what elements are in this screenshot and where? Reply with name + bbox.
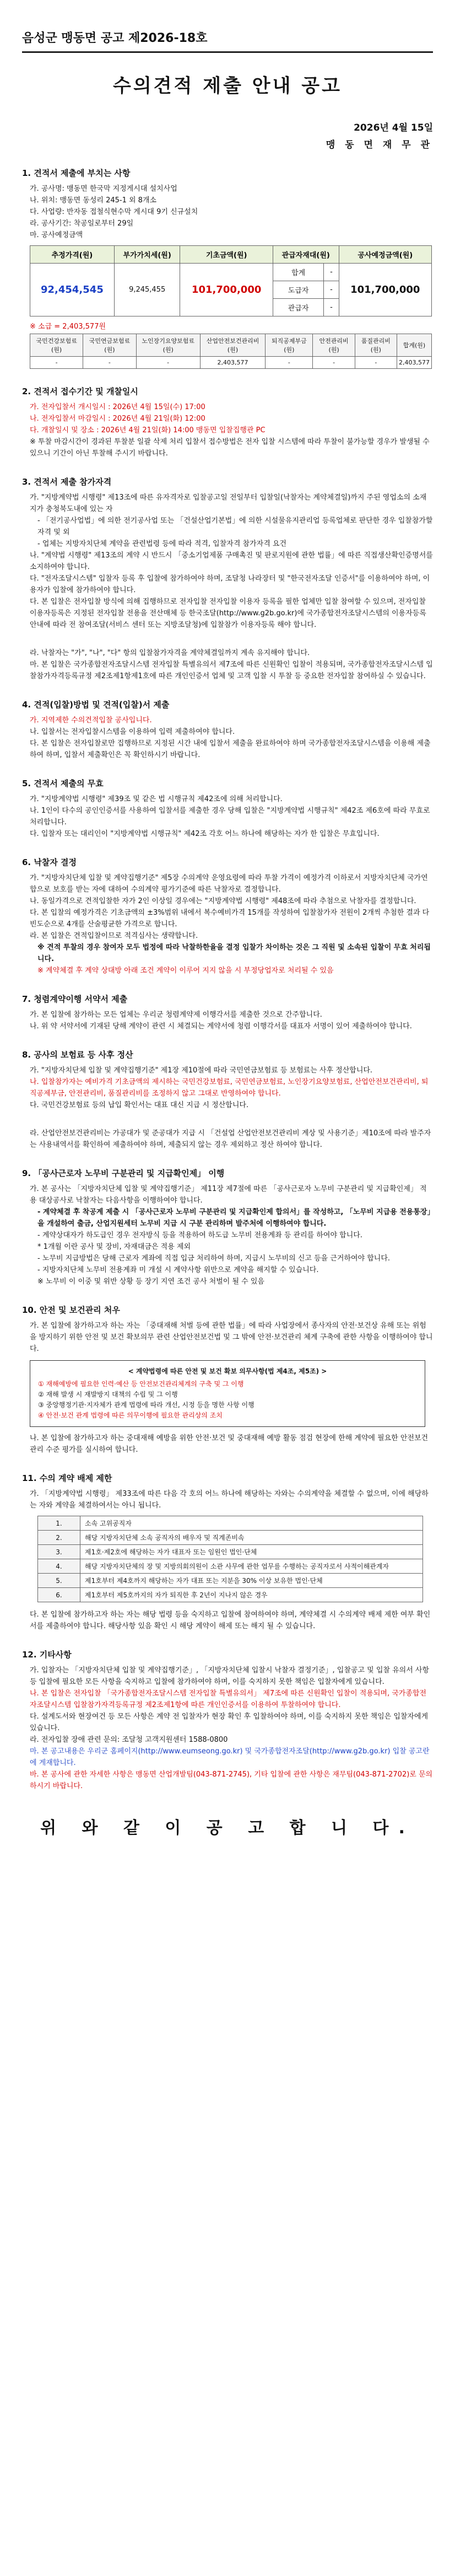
header-divider — [22, 51, 433, 53]
section-2 — [22, 385, 433, 459]
breakdown-value: - — [136, 357, 200, 369]
gov-row-value: - — [324, 264, 339, 281]
item: 가. 「지방계약법 시행령」 제33조에 따른 다음 각 호의 어느 하나에 해당하는 자와는 수의계약을 체결할 수 없으며, 이에 해당하는 자와 계약을 체결하여서는 아니 됩니다. — [30, 1490, 429, 1510]
row-text: 해당 지방자치단체의 장 및 지방의회의원이 소관 사무에 관한 업무를 수행하는 공직자로서 사적이해관계자 — [80, 1559, 423, 1574]
item: - 지방자치단체 노무비 전용계좌 미 개설 시 계약사항 위반으로 계약을 해지할 수 있습니다. — [37, 1266, 319, 1274]
price-header: 관급자재대(원) — [273, 246, 339, 264]
section-heading: 5. 견적서 제출의 무효 — [22, 779, 104, 788]
item: 가. 본 공사는 「지방자치단체 입찰 및 계약집행기준」 제11장 제7절에 따른 「공사근로자 노무비 구분관리 및 지급확인제」 적용 대상공사로 낙찰자는 다음사항을 이행하여야 합니다. — [30, 1185, 427, 1205]
section-heading: 1. 견적서 제출에 부치는 사항 — [22, 168, 131, 178]
section-heading: 11. 수의 계약 배제 제한 — [22, 1473, 112, 1483]
item: 가. 전자입찰서 개시일시 : 2026년 4월 15일(수) 17:00 — [30, 403, 205, 411]
breakdown-header: 합계(원) — [397, 334, 431, 357]
item: 라. 산업안전보건관리비는 가공대가 및 준공대가 지급 시 「건설업 산업안전보건관리비 계상 및 사용기준」제10조에 따라 발주자는 사용내역서를 확인하여 제출하여야 하며, 제출되지 않는 경우 제외하고 정산 하여야 합니다. — [30, 1129, 431, 1149]
item: 라. 전자입찰 장애 관련 문의: 조달청 고객지원센터 1588-0800 — [30, 1736, 228, 1744]
item: 마. 공사예정금액 — [30, 231, 83, 239]
item: 가. "지방계약법 시행령" 제13조에 따른 유자격자로 입찰공고일 전일부터 입찰일(낙찰자는 계약체결일)까지 주된 영업소의 소재지가 충청북도내에 있는 자 — [30, 493, 427, 513]
section-heading: 4. 견적(입찰)방법 및 견적(입찰)서 제출 — [22, 700, 170, 710]
box-item: ② 재해 발생 시 재발방지 대책의 수립 및 그 이행 — [38, 1391, 178, 1398]
section-3-continued — [22, 647, 433, 682]
box-item: ③ 중앙행정기관·지자체가 관계 법령에 따라 개선, 시정 등을 명한 사항 이행 — [38, 1401, 254, 1409]
item: 다. 본 입찰의 예정가격은 기초금액의 ±3%범위 내에서 복수예비가격 15개를 작성하여 입찰참가자 전원이 2개씩 추첨한 결과 다 빈도순으로 4개를 산술평균한 가격으로 합니다. — [30, 909, 430, 929]
row-text: 제1호·제2호에 해당하는 자가 대표자 또는 임원인 법인·단체 — [80, 1545, 423, 1559]
gov-row-label: 합계 — [273, 264, 324, 281]
item: 다. 본 입찰은 전자입찰 방식에 의해 집행하므로 전자입찰 전자입찰 이용자 등록을 필한 업체만 입찰 참여할 수 있으며, 전자입찰 이용자등록은 지정된 전자입찰 전용을 전산매체 등 한국조달(http://www.g2b.go.kr)에 국가종합전자조달시스템의 이용자등록 안내에 따라 전 참여조달(서비스 센터 또는 지방조달청)에 입찰참가 이용자등록 해야 합니다. — [30, 598, 426, 629]
section-10 — [22, 1304, 433, 1456]
planned-amount: 101,700,000 — [339, 264, 431, 316]
breakdown-value: 2,403,577 — [200, 357, 265, 369]
item: 나. "계약법 시행령" 제13조의 계약 시 반드시 「중소기업제품 구매촉진 및 판로지원에 관한 법률」에 따른 직접생산확인증명서를 소지하여야 합니다. — [30, 551, 433, 571]
item: 가. "지방자치단체 입찰 및 계약집행기준" 제5장 수의계약 운영요령에 따라 투찰 가격이 예정가격 이하로서 지방자치단체 국가연합으로 보호를 받는 자에 대하여 수의계약 평가기준에 따른 낙찰자로 결정합니다. — [30, 874, 428, 894]
item: 마. 본 입찰은 국가종합전자조달시스템 전자입찰 특별유의서 제7조에 따른 신원확인 입찰이 적용되며, 국가종합전자조달시스템 입찰참가자격등록규정 제2조제1항제1호에 따른 개인인증서 업체 및 고객 입찰 시 투찰 등 중요한 전자입찰 참여하실 수 있습니다. — [30, 661, 433, 680]
item: - 「전기공사업법」에 의한 전기공사업 또는 「건설산업기본법」에 의한 시설물유지관리업 등록업체로 판단한 경우 입찰참가할 자격 및 외 — [37, 517, 433, 536]
base-amount: 101,700,000 — [180, 264, 273, 316]
vat-amount: 9,245,455 — [114, 264, 180, 316]
gov-row-label: 관급자 — [273, 299, 324, 316]
item: 다. 입찰자 또는 대리인이 "지방계약법 시행규칙" 제42조 각호 어느 하나에 해당하는 자가 한 입찰은 무효입니다. — [30, 830, 380, 838]
price-header: 공사예정금액(원) — [339, 246, 431, 264]
section-12 — [22, 1649, 433, 1792]
section-11 — [22, 1472, 433, 1632]
section-heading: 9. 「공사근로자 노무비 구분관리 및 지급확인제」 이행 — [22, 1168, 225, 1178]
box-item: ④ 안전·보건 관계 법령에 따른 의무이행에 필요한 관리상의 조치 — [38, 1412, 223, 1419]
item: 가. 본 입찰에 참가하는 모든 업체는 우리군 청렴계약제 이행각서를 제출한 것으로 간주합니다. — [30, 1011, 322, 1019]
item: 나. 입찰서는 전자입찰시스템을 이용하여 입력 제출하여야 합니다. — [30, 728, 235, 736]
item: 다. 본 입찰은 전자입찰로만 집행하므로 지정된 시간 내에 입찰서 제출을 완료하여야 하며 국가종합전자조달시스템을 이용해 제출하여 하며, 입찰서 제출확인은 꼭 확인하시기 바랍니다. — [30, 739, 431, 759]
item: 다. 사업량: 반자동 접철식현수막 게시대 9기 신규설치 — [30, 208, 198, 216]
price-header: 기초금액(원) — [180, 246, 273, 264]
item: 나. 동일가격으로 견적입찰한 자가 2인 이상일 경우에는 "지방계약법 시행령" 제48조에 따라 추첨으로 낙찰자를 결정합니다. — [30, 897, 416, 905]
breakdown-value: - — [313, 357, 355, 369]
item: 나. 전자입찰서 마감일시 : 2026년 4월 21일(화) 12:00 — [30, 415, 205, 423]
item: 다. 설계도서와 현장여건 등 모든 사항은 계약 전 입찰자가 현장 확인 후 입찰하여야 하며, 이를 숙지하지 못한 책임은 입찰자에게 있습니다. — [30, 1713, 429, 1732]
item: 바. 본 공사에 관한 자세한 사항은 맹동면 산업개발팀(043-871-2745), 기타 입찰에 관한 사항은 재무팀(043-871-2702)로 문의하시기 바랍니다. — [30, 1770, 433, 1790]
item: 다. 국민건강보험료 등의 납입 확인서는 대표 대신 지급 시 정산합니다. — [30, 1101, 249, 1109]
row-no: 5. — [38, 1574, 80, 1588]
item: 다. 본 입찰에 참가하고자 하는 자는 해당 법령 등을 숙지하고 입찰에 참여하여야 하며, 계약체결 시 수의계약 배제 제한 여부 확인서를 제출하여야 합니다. 해당사항 있음 확인 시 해당 계약이 해제 또는 해지 될 수 있습니다. — [30, 1611, 431, 1630]
item: - 계약상대자가 하도급인 경우 전자방식 등을 적용하여 하도급 노무비 전용계좌 등 관리를 하여야 합니다. — [37, 1231, 362, 1239]
item: * 1개월 이란 공사 및 장비, 자재대금은 적용 제외 — [37, 1243, 191, 1251]
item: 가. 입찰자는 「지방자치단체 입찰 및 계약집행기준」, 「지방자치단체 입찰시 낙찰자 결정기준」, 입찰공고 및 입찰 유의서 사항 등 입찰에 필요한 모든 사항을 숙지하고 입찰에 참가하여야 하며, 이를 숙지하지 못한 책임은 입찰자에게 있습니다. — [30, 1666, 430, 1686]
section-1 — [22, 167, 433, 369]
item: ※ 계약체결 후 계약 상대방 아래 조건 계약이 이루어 지지 않을 시 부정당업자로 처리될 수 있음 — [37, 967, 334, 975]
section-9 — [22, 1167, 433, 1287]
gov-row-value: - — [324, 299, 339, 316]
restriction-table — [37, 1516, 423, 1602]
breakdown-value: 2,403,577 — [397, 357, 431, 369]
issuing-org: 맹 동 면 재 무 관 — [326, 139, 433, 151]
item: 나. 본 입찰은 전자입찰 「국가종합전자조달시스템 전자입찰 특별유의서」 제7조에 따른 신원확인 입찰이 적용되며, 국가종합전자조달시스템 입찰참가자격등록규정 제2조제1항에 따른 개인인증서를 이용하여 투찰하여야 합니다. — [30, 1689, 427, 1709]
item: - 노무비 지급방법은 당해 근로자 계좌에 직접 입금 처리하여 하며, 지급시 노무비의 신고 등을 근거하여야 합니다. — [37, 1254, 391, 1263]
item: 라. 낙찰자는 "가", "나", "다" 항의 입찰참가자격을 계약체결일까지 계속 유지해야 합니다. — [30, 649, 310, 657]
breakdown-value: - — [83, 357, 136, 369]
breakdown-header: 안전관리비(원) — [313, 334, 355, 357]
box-title: < 계약법령에 따른 안전 및 보건 확보 의무사항(법 제4조, 제5조) > — [128, 1367, 327, 1375]
section-7 — [22, 993, 433, 1032]
notice-date: 2026년 4월 15일 — [354, 122, 433, 133]
item: ※ 견적 투찰의 경우 참여자 모두 법정에 따라 낙찰하한율을 결정 입찰가 차이하는 것은 그 직원 및 소속된 입찰이 무효 처리됩니다. — [37, 943, 431, 963]
item: 나. 위 약 서약서에 기재된 당해 계약이 관련 시 체결되는 계약서에 청렴 이행각서를 대표자 서명이 있어 제출하여야 합니다. — [30, 1022, 412, 1031]
price-table — [30, 245, 432, 316]
breakdown-header: 산업안전보건관리비(원) — [200, 334, 265, 357]
closing-statement: 위 와 같 이 공 고 합 니 다. — [40, 1818, 415, 1838]
item: 나. 위치: 맹동면 동성리 245-1 외 8개소 — [30, 196, 157, 205]
section-heading: 8. 공사의 보험료 등 사후 정산 — [22, 1050, 133, 1060]
section-4 — [22, 699, 433, 761]
item: 나. 1인이 다수의 공인인증서를 사용하여 입찰서를 제출한 경우 당해 입찰은 "지방계약법 시행규칙" 제42조 제6호에 따라 무효로 처리합니다. — [30, 807, 430, 827]
estimated-price: 92,454,545 — [30, 264, 115, 316]
safety-duty-box — [30, 1360, 425, 1427]
row-no: 2. — [38, 1531, 80, 1545]
section-8 — [22, 1049, 433, 1111]
item: 나. 본 입찰에 참가하고자 하는 중대재해 예방을 위한 안전·보건 및 중대재해 예방 활동 점검 현장에 한해 계약에 필요한 안전보건관리 수준 평가를 실시하여 합니다. — [30, 1434, 429, 1454]
item: - 업체는 지방자치단체 계약을 관련법령 등에 따라 적격, 입찰자격 참가자격 요건 — [37, 540, 287, 548]
breakdown-value: - — [355, 357, 397, 369]
item: 다. 개찰일시 및 장소 : 2026년 4월 21일(화) 14:00 맹동면 입찰집행관 PC — [30, 426, 266, 434]
breakdown-header: 국민연금보험료(원) — [83, 334, 136, 357]
item: ※ 노무비 이 이중 및 위반 상황 등 장기 지연 조건 공사 처벌이 될 수 있음 — [37, 1278, 264, 1286]
page-title: 수의견적 제출 안내 공고 — [113, 75, 342, 97]
breakdown-header: 퇴직공제부금(원) — [266, 334, 313, 357]
item: 가. 본 입찰에 참가하고자 하는 자는 「중대재해 처벌 등에 관한 법률」에 따라 사업장에서 종사자의 안전·보건상 유해 또는 위험을 방지하기 위한 안전 및 보건 확보의무 관련 산업안전보건법 및 그 밖에 안전·보건관리 체계 구축에 관한 사항을 이행하여야 합니다. — [30, 1322, 433, 1353]
section-8-continued — [22, 1128, 433, 1151]
section-heading: 2. 견적서 접수기간 및 개찰일시 — [22, 387, 138, 396]
item: 마. 본 공고내용은 우리군 홈페이지(http://www.eumseong.go.kr) 및 국가종합전자조달(http://www.g2b.go.kr) 입찰 공고란에 게재합니다. — [30, 1747, 430, 1767]
breakdown-header: 노인장기요양보험료(원) — [136, 334, 200, 357]
breakdown-table — [30, 334, 432, 369]
item: 가. 지역제한 수의견적입찰 공사입니다. — [30, 716, 152, 724]
row-no: 1. — [38, 1516, 80, 1531]
section-6 — [22, 856, 433, 976]
item: 가. "지방자치단체 입찰 및 계약집행기준" 제1장 제10절에 따라 국민연금보험료 등 보험료는 사후 정산합니다. — [30, 1066, 373, 1075]
item: 가. "지방계약법 시행령" 제39조 및 같은 법 시행규칙 제42조에 의해 처리합니다. — [30, 795, 283, 803]
breakdown-value: - — [30, 357, 83, 369]
row-text: 제1호부터 제4호까지 해당하는 자가 대표 또는 지분을 30% 이상 보유한 법인·단체 — [80, 1574, 423, 1588]
breakdown-value: - — [266, 357, 313, 369]
section-heading: 10. 안전 및 보건관리 처우 — [22, 1305, 120, 1315]
row-text: 해당 지방자치단체 소속 공직자의 배우자 및 직계존비속 — [80, 1531, 423, 1545]
item: 라. 본 입찰은 견적입찰이므로 적격심사는 생략합니다. — [30, 932, 198, 940]
breakdown-header: 국민건강보험료(원) — [30, 334, 83, 357]
row-no: 3. — [38, 1545, 80, 1559]
breakdown-note: ※ 소급 = 2,403,577원 — [30, 323, 106, 331]
gov-row-value: - — [324, 281, 339, 299]
item: 나. 입찰참가자는 예비가격 기초금액의 제시하는 국민건강보험료, 국민연금보험료, 노인장기요양보험료, 산업안전보건관리비, 퇴직공제부금, 안전관리비, 품질관리비를 조정하지 않고 그대로 반영하여야 합니다. — [30, 1078, 429, 1098]
item: ※ 투찰 마감시간이 경과된 투찰분 일괄 삭제 처리 입찰서 접수방법은 전자 입찰 시스템에 따라 투찰이 불가능할 경우가 발생될 수 있으니 기간이 아닌 투찰해 주시기 바랍니다. — [30, 438, 430, 458]
item: 다. "전자조달시스템" 입찰자 등록 후 입찰에 참가하여야 하며, 조달청 나라장터 및 "한국전자조달 인증서"를 이용하여야 하며, 이용자가 입찰에 참가하여야 합니다. — [30, 575, 430, 594]
breakdown-header: 품질관리비(원) — [355, 334, 397, 357]
row-no: 4. — [38, 1559, 80, 1574]
price-header: 부가가치세(원) — [114, 246, 180, 264]
row-text: 소속 고위공직자 — [80, 1516, 423, 1531]
section-heading: 12. 기타사항 — [22, 1650, 72, 1660]
item: 가. 공사명: 맹동면 한국막 지정게시대 설치사업 — [30, 185, 177, 193]
item: 라. 공사기간: 착공일로부터 29일 — [30, 219, 134, 228]
row-text: 제1호부터 제5호까지의 자가 퇴직한 후 2년이 지나지 않은 경우 — [80, 1588, 423, 1602]
section-heading: 3. 견적서 제출 참가자격 — [22, 477, 112, 487]
section-heading: 7. 청렴계약이행 서약서 제출 — [22, 994, 128, 1004]
item: - 계약체결 후 착공계 제출 시 「공사근로자 노무비 구분관리 및 지급확인제 합의서」를 작성하고, 「노무비 지급용 전용통장」을 개설하여 출금, 산업지원세터 노무비 지급 시 구분 관리하며 발주처에 이행하여야 합니다. — [37, 1208, 431, 1228]
title-block — [22, 63, 433, 105]
section-heading: 6. 낙찰자 결정 — [22, 857, 77, 867]
price-header: 추정가격(원) — [30, 246, 115, 264]
section-3 — [22, 476, 433, 631]
section-5 — [22, 777, 433, 840]
row-no: 6. — [38, 1588, 80, 1602]
notice-number: 음성군 맹동면 공고 제2026-18호 — [22, 31, 208, 45]
gov-row-label: 도급자 — [273, 281, 324, 299]
box-item: ① 재해예방에 필요한 인력·예산 등 안전보건관리체계의 구축 및 그 이행 — [38, 1380, 244, 1388]
